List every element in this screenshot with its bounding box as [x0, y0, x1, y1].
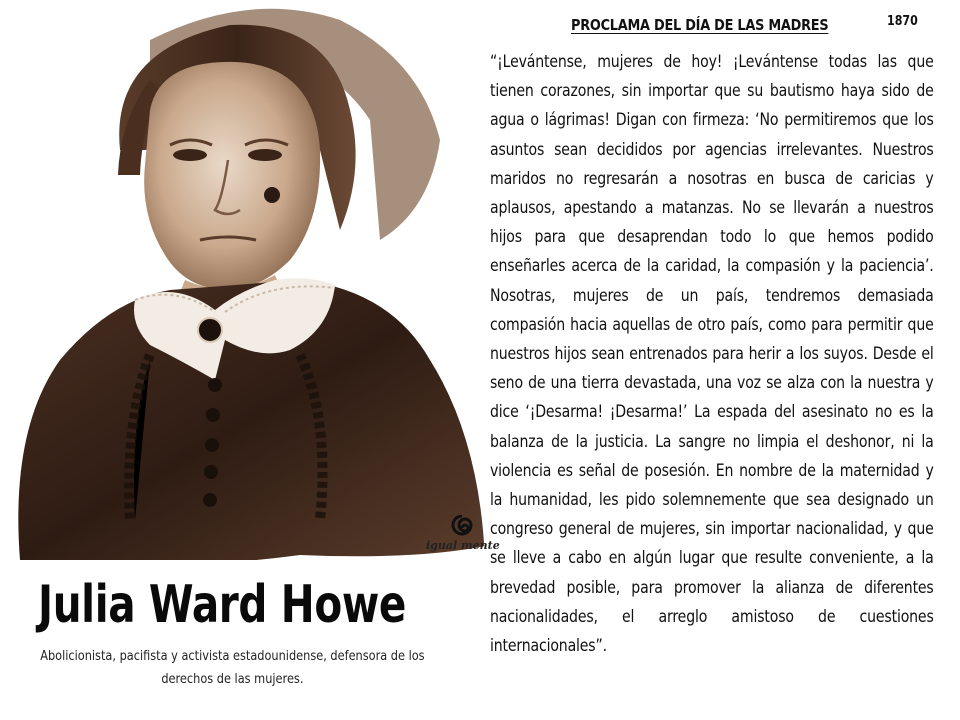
person-name: Julia Ward Howe [38, 575, 407, 635]
year-label: 1870 [887, 14, 918, 29]
person-caption: Abolicionista, pacifista y activista estadounidense, defensora de los derechos de las mujeres. [40, 648, 425, 687]
proclamation-heading: PROCLAMA DEL DÍA DE LAS MADRES [571, 16, 829, 34]
logo-text: igual mente [426, 539, 500, 552]
igualmente-logo [426, 515, 516, 565]
proclamation-quote: “¡Levántense, mujeres de hoy! ¡Levántense todas las que tienen corazones, sin importar que su bautismo haya sido de agua o lágrimas! Digan con firmeza: ‘No permitiremos que los asuntos sean decididos por agencias irrelevantes. Nuestros maridos no regresarán a nosotras en busca de caricias y aplausos, apestando a matanzas. No se llevarán a nuestros hijos para que desaprendan todo lo que hemos podido enseñarles acerca de la caridad, la compasión y la paciencia’. Nosotras, mujeres de un país, tendremos demasiada compasión hacia aquellas de otro país, como para permitir que nuestros hijos sean entrenados para herir a los suyos. Desde el seno de una tierra devastada, una voz se alza con la nuestra y dice ‘¡Desarma! ¡Desarma!’ La espada del asesinato no es la balanza de la justicia. La sangre no limpia el deshonor, ni la violencia es señal de posesión. En nombre de la maternidad y la humanidad, les pido solemnemente que sea designado un congreso general de mujeres, sin importar nacionalidad, y que se lleve a cabo en algún lugar que resulte conveniente, a la brevedad posible, para promover la alianza de diferentes nacionalidades, el arreglo amistoso de cuestiones internacionales”. [490, 52, 934, 657]
spiral-icon [448, 515, 488, 541]
portrait-photo [0, 0, 490, 580]
